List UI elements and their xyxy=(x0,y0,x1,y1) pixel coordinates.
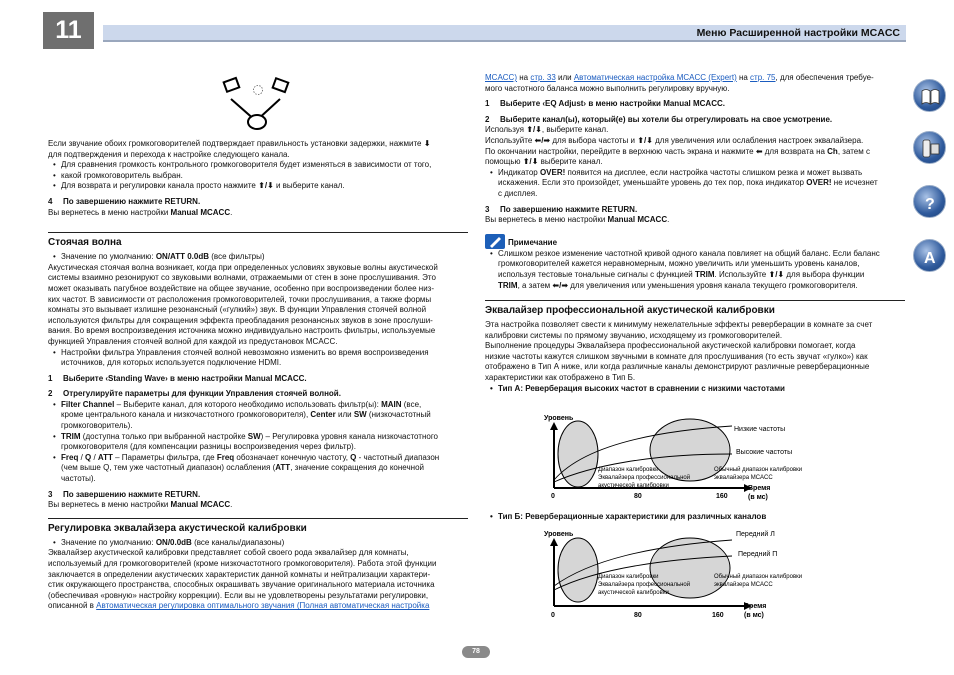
step-1: 1 Выберите ‹Standing Wave› в меню настройки Manual MCACC. xyxy=(48,373,307,383)
left-column xyxy=(48,139,468,612)
y-label: Уровень xyxy=(544,415,574,422)
list-item-cont: (чем выше Q, тем уже частотный диапазон) ослабления (ATT, значение сокращения до конечной xyxy=(61,463,424,473)
divider xyxy=(48,518,468,519)
intro-text: Если звучание обоих громкоговорителей подтверждает правильность установки задержки, нажмите xyxy=(48,139,422,148)
help-icon[interactable] xyxy=(913,185,946,218)
legend-fr: Передний П xyxy=(738,551,778,558)
x-label-ms: (в мс) xyxy=(748,494,768,501)
list-item-filter-channel: • Filter Channel – Выберите канал, для которого необходимо использовать фильтр(ы): MAIN (все, xyxy=(48,400,468,411)
text-line: По окончании настройки, перейдите в верхнюю часть экрана и нажмите ⬅ для возврата на Ch, затем с xyxy=(485,146,870,156)
section-title-standing-wave: Стоячая волна xyxy=(48,237,122,249)
link-auto-mcacc[interactable]: Автоматическая регулировка оптимального звучания (Полная автоматическая настройка xyxy=(96,601,430,611)
svg-text:?: ? xyxy=(925,196,935,213)
chart-type-b xyxy=(540,526,810,622)
tick-160: 160 xyxy=(712,612,724,619)
return-text: Вы вернетесь в меню настройки Manual MCACC. xyxy=(48,207,233,217)
y-axis-arrow xyxy=(550,422,558,430)
arrow-left-right-icon: ⬅/➡ xyxy=(552,280,569,290)
step-2: 2 Выберите канал(ы), который(е) вы хотели бы отрегулировать на свое усмотрение. xyxy=(485,114,833,124)
text-line: мого частотного баланса можно выполнить регулировку вручную. xyxy=(485,83,730,93)
text-line: Используя ⬆/⬇, выберите канал. xyxy=(485,125,609,135)
norm-label-1: Обычный диапазон калибровки xyxy=(714,574,803,580)
list-item-cont: источников, для которых используется подключение HDMI. xyxy=(61,358,282,368)
return-text: Вы вернетесь в меню настройки Manual MCACC. xyxy=(48,500,233,510)
note-header: Примечание xyxy=(485,234,905,249)
cal-label-2: Эквалайзера профессиональной xyxy=(598,582,691,588)
arrow-up-down-icon: ⬆/⬇ xyxy=(768,269,785,279)
page-number: 78 xyxy=(462,646,490,658)
calibration-range-ellipse xyxy=(558,538,598,602)
arrow-left-icon: ⬅ xyxy=(755,146,763,156)
chapter-number: 11 xyxy=(43,12,94,49)
note-cont: TRIM, а затем ⬅/➡ для увеличения или уменьшения уровня канала текущего громкоговорителя. xyxy=(498,280,858,290)
list-item-cont: искажения. Если это произойдет, уменьшайте уровень до тех пор, пока индикатор OVER! не исчезнет xyxy=(498,178,878,188)
arrow-left-right-icon: ⬅/➡ xyxy=(534,135,551,145)
link-page-33[interactable]: стр. 33 xyxy=(530,73,556,82)
list-item-cont: частоты). xyxy=(61,474,96,484)
list-item-cont: • какой громкоговоритель выбран. xyxy=(48,171,468,182)
list-item: • Для сравнения громкость контрольного громкоговорителя будет изменяться в зависимости от того, xyxy=(48,160,468,171)
settings-icon[interactable] xyxy=(913,239,946,272)
norm-label-2: эквалайзера MCACC xyxy=(714,475,773,481)
pencil-icon xyxy=(485,234,505,249)
tick-160: 160 xyxy=(716,493,728,500)
list-item: • Для возврата и регулировки канала просто нажмите ⬆/⬇ и выберите канал. xyxy=(48,181,468,192)
return-text: Вы вернетесь в меню настройки Manual MCACC. xyxy=(485,215,670,225)
section-title-eq: Регулировка эквалайзера акустической калибровки xyxy=(48,522,307,534)
right-column: MCACC) на стр. 33 или Автоматическая настройка MCACC (Expert) на стр. 75, для обеспечения требуе- мого частотного баланса можно выполнить регулировку вручную. 1 Выберите ‹EQ Adjust› в меню настройки Manual MCACC. 2 Выберите канал(ы), который(е) вы хотели бы отрегулировать на свое усмотрение. Используя ⬆/⬇, выберите канал. Используйте ⬅/➡ для выбора частоты и ⬆/⬇ для увеличения или ослабления настроек эквалайзера. По окончании настройки, перейдите в верхнюю часть экрана и нажмите ⬅ для возврата на Ch, затем с помощью ⬆/⬇ выберите канал. • Индикатор OVER! появится на дисплее, если настройка частоты слишком резка и может вызвать искажения. Если это произойдет, уменьшайте уровень до тех пор, пока индикатор OVER! не исчезнет с дисплея. 3 По завершению нажмите RETURN. Вы вернетесь в меню настройки Manual MCACC. Примечание • Слишком резкое изменение частотной кривой одного канала повлияет на общий баланс. Если баланс громкоговорителей кажется неравномерным, можно увеличить или уменьшить уровень каналов, используя тестовые тональные сигналы с функцией TRIM. Используйте ⬆/⬇ для выбора функции TRIM, а затем ⬅/➡ для увеличения или уменьшения уровня канала текущего громкоговорителя. Эквалайзер профессиональной акустической калибровки Эта настройка позволяет свести к минимуму нежелательные эффекты реверберации в комнате за счет калибровки системы по прямому звучанию, исходящему из громкоговорителей. Выполнение процедуры Эквалайзера профессиональной акустической калибровки помогает, когда низкие частоты кажутся слишком звучными в комнате для прослушивания (то есть звучат «гулко») как отображено в Тип А ниже, или когда различные каналы демонстрируют различные реверберационные характеристики как отображено в Тип Б. • Тип A: Реверберация высоких частот в сравнении с низкими частотами xyxy=(485,73,905,394)
eq-paragraph: Эквалайзер акустической калибровки представляет собой своего рода эквалайзер для комнаты, используемый для громкоговорителей (кроме низкочастотного громкоговорителя). Работа этой функции заключается в определении акустических характеристик данной комнаты и нейтрализации характери- стик окружающего пространства, способных окрашивать звучание оригинального материала источника (обеспечивая «ровную» настройку коррекции). Если вы не удовлетворены результатами регулировки, описанной в Автоматическая регулировка оптимального звучания (Полная автоматическая настройка xyxy=(48,548,437,611)
arrow-down-icon: ⬇ xyxy=(423,139,431,148)
step-4: 4 По завершению нажмите RETURN. xyxy=(48,196,201,206)
note-cont: громкоговорителей кажется неравномерным, можно увеличить или уменьшить уровень каналов, xyxy=(498,259,860,269)
pro-paragraph: Эта настройка позволяет свести к минимуму нежелательные эффекты реверберации в комнате за счет калибровки системы по прямому звучанию, исходящему из громкоговорителей. Выполнение процедуры Эквалайзера профессиональной акустической калибровки помогает, когда низкие частоты кажутся слишком звучными в комнате для прослушивания (то есть звучат «гулко») как отображено в Тип А ниже, или когда различные каналы демонстрируют различные реверберационные характеристики как отображено в Тип Б. xyxy=(485,320,873,383)
tick-0: 0 xyxy=(551,612,555,619)
tick-80: 80 xyxy=(634,493,642,500)
divider xyxy=(48,232,468,233)
svg-text:A: A xyxy=(924,250,936,267)
step-1: 1 Выберите ‹EQ Adjust› в меню настройки Manual MCACC. xyxy=(485,99,725,109)
type-b-label: • Тип Б: Реверберационные характеристики для различных каналов xyxy=(485,512,905,523)
step-3: 3 По завершению нажмите RETURN. xyxy=(485,204,638,214)
norm-label-2: эквалайзера MCACC xyxy=(714,582,773,588)
note-item: • Слишком резкое изменение частотной кривой одного канала повлияет на общий баланс. Если баланс xyxy=(485,249,905,260)
arrow-up-down-icon: ⬆/⬇ xyxy=(637,135,653,145)
link-mcacc[interactable]: MCACC) xyxy=(485,73,517,82)
list-item-trim: • TRIM (доступна только при выбранной настройке SW) – Регулировка уровня канала низкочастотного xyxy=(48,432,468,443)
arrow-up-down-icon: ⬆/⬇ xyxy=(522,157,539,167)
legend-fl: Передний Л xyxy=(736,531,775,538)
header-bar xyxy=(103,25,906,42)
header-title: Меню Расширенной настройки MCACC xyxy=(696,27,900,39)
x-label-time: Время xyxy=(748,485,771,492)
y-label: Уровень xyxy=(544,531,574,538)
divider xyxy=(485,300,905,301)
chart-type-a xyxy=(540,410,810,506)
list-item-cont: громкоговоритель). xyxy=(61,421,133,431)
default-value: • Значение по умолчанию: ON/ATT 0.0dB (все фильтры) xyxy=(48,252,468,263)
cal-label-3: акустической калибровки xyxy=(598,483,669,489)
list-item-cont: громкоговорителя (для компенсации разницы воспроизведения через фильтр). xyxy=(61,442,356,452)
intro-text-2: для подтверждения и перехода к настройке следующего канала. xyxy=(48,149,290,159)
step-2: 2 Отрегулируйте параметры для функции Управления стоячей волной. xyxy=(48,389,341,399)
x-label-time: Время xyxy=(744,603,767,610)
text-line: помощью ⬆/⬇ выберите канал. xyxy=(485,157,603,167)
speaker-diagram xyxy=(218,72,298,134)
tick-0: 0 xyxy=(551,493,555,500)
cal-label-3: акустической калибровки xyxy=(598,590,669,596)
list-item: • Настройки фильтра Управления стоячей волной невозможно изменить во время воспроизведения xyxy=(48,348,468,359)
standing-wave-paragraph: Акустическая стоячая волна возникает, когда при определенных условиях звуковые волны акустической системы взаимно резонируют со звуковыми волнами, отражаемыми от стен в зоне прослушивания. Это может оказывать пагубное воздействие на общее звучание, особенно при воспроизведении более низ- ких частот. В зависимости от расположения громкоговорителей, точки прослушивания, а также формы комнаты это вызывает излишне резонансный («гулкий») звук. В функции Управления стоячей волной используются фильтры для сокращения эффекта преобладания резонансных звуков в зоне прослуши- вания. Во время воспроизведения источника можно индивидуально настроить фильтры, используемые функцией Управления стоячей волной для каждой из предустановок MCACC. xyxy=(48,262,438,346)
default-value: • Значение по умолчанию: ON/0.0dB (все каналы/диапазоны) xyxy=(48,538,468,549)
tick-80: 80 xyxy=(634,612,642,619)
legend-low: Низкие частоты xyxy=(734,426,786,433)
text-line: Используйте ⬅/➡ для выбора частоты и ⬆/⬇ для увеличения или ослабления настроек эквалайзера. xyxy=(485,135,864,145)
cal-label-2: Эквалайзера профессиональной xyxy=(598,475,691,481)
list-item-over: • Индикатор OVER! появится на дисплее, если настройка частоты слишком резка и может вызвать xyxy=(485,168,905,179)
link-expert[interactable]: Автоматическая настройка MCACC (Expert) xyxy=(573,73,737,82)
norm-label-1: Обычный диапазон калибровки xyxy=(714,467,803,473)
cal-label-1: Диапазон калибровки xyxy=(598,574,659,580)
note-cont: используя тестовые тональные сигналы с функцией TRIM. Используйте ⬆/⬇ для выбора функции xyxy=(498,269,865,279)
cal-label-1: Диапазон калибровки xyxy=(598,467,659,473)
step-3: 3 По завершению нажмите RETURN. xyxy=(48,489,201,499)
book-icon[interactable] xyxy=(913,79,946,112)
remote-icon[interactable] xyxy=(913,131,946,164)
list-item-freq: • Freq / Q / ATT – Параметры фильтра, где Freq обозначает конечную частоту, Q - частотный диапазон xyxy=(48,453,468,464)
legend-high: Высокие частоты xyxy=(736,449,793,456)
list-item-cont: с дисплея. xyxy=(498,188,538,198)
mcacc-range-ellipse xyxy=(650,538,730,598)
arrow-up-down-icon: ⬆/⬇ xyxy=(258,181,274,191)
y-axis-arrow xyxy=(550,538,558,546)
list-item-cont: кроме центрального канала и низкочастотного громкоговорителя), Center или SW (низкочастотный xyxy=(61,410,431,420)
type-a-label: • Тип A: Реверберация высоких частот в сравнении с низкими частотами xyxy=(485,384,905,395)
link-page-75[interactable]: стр. 75 xyxy=(750,73,776,82)
arrow-up-down-icon: ⬆/⬇ xyxy=(526,125,542,135)
x-label-ms: (в мс) xyxy=(744,612,764,619)
section-title-pro: Эквалайзер профессиональной акустической калибровки xyxy=(485,305,775,317)
